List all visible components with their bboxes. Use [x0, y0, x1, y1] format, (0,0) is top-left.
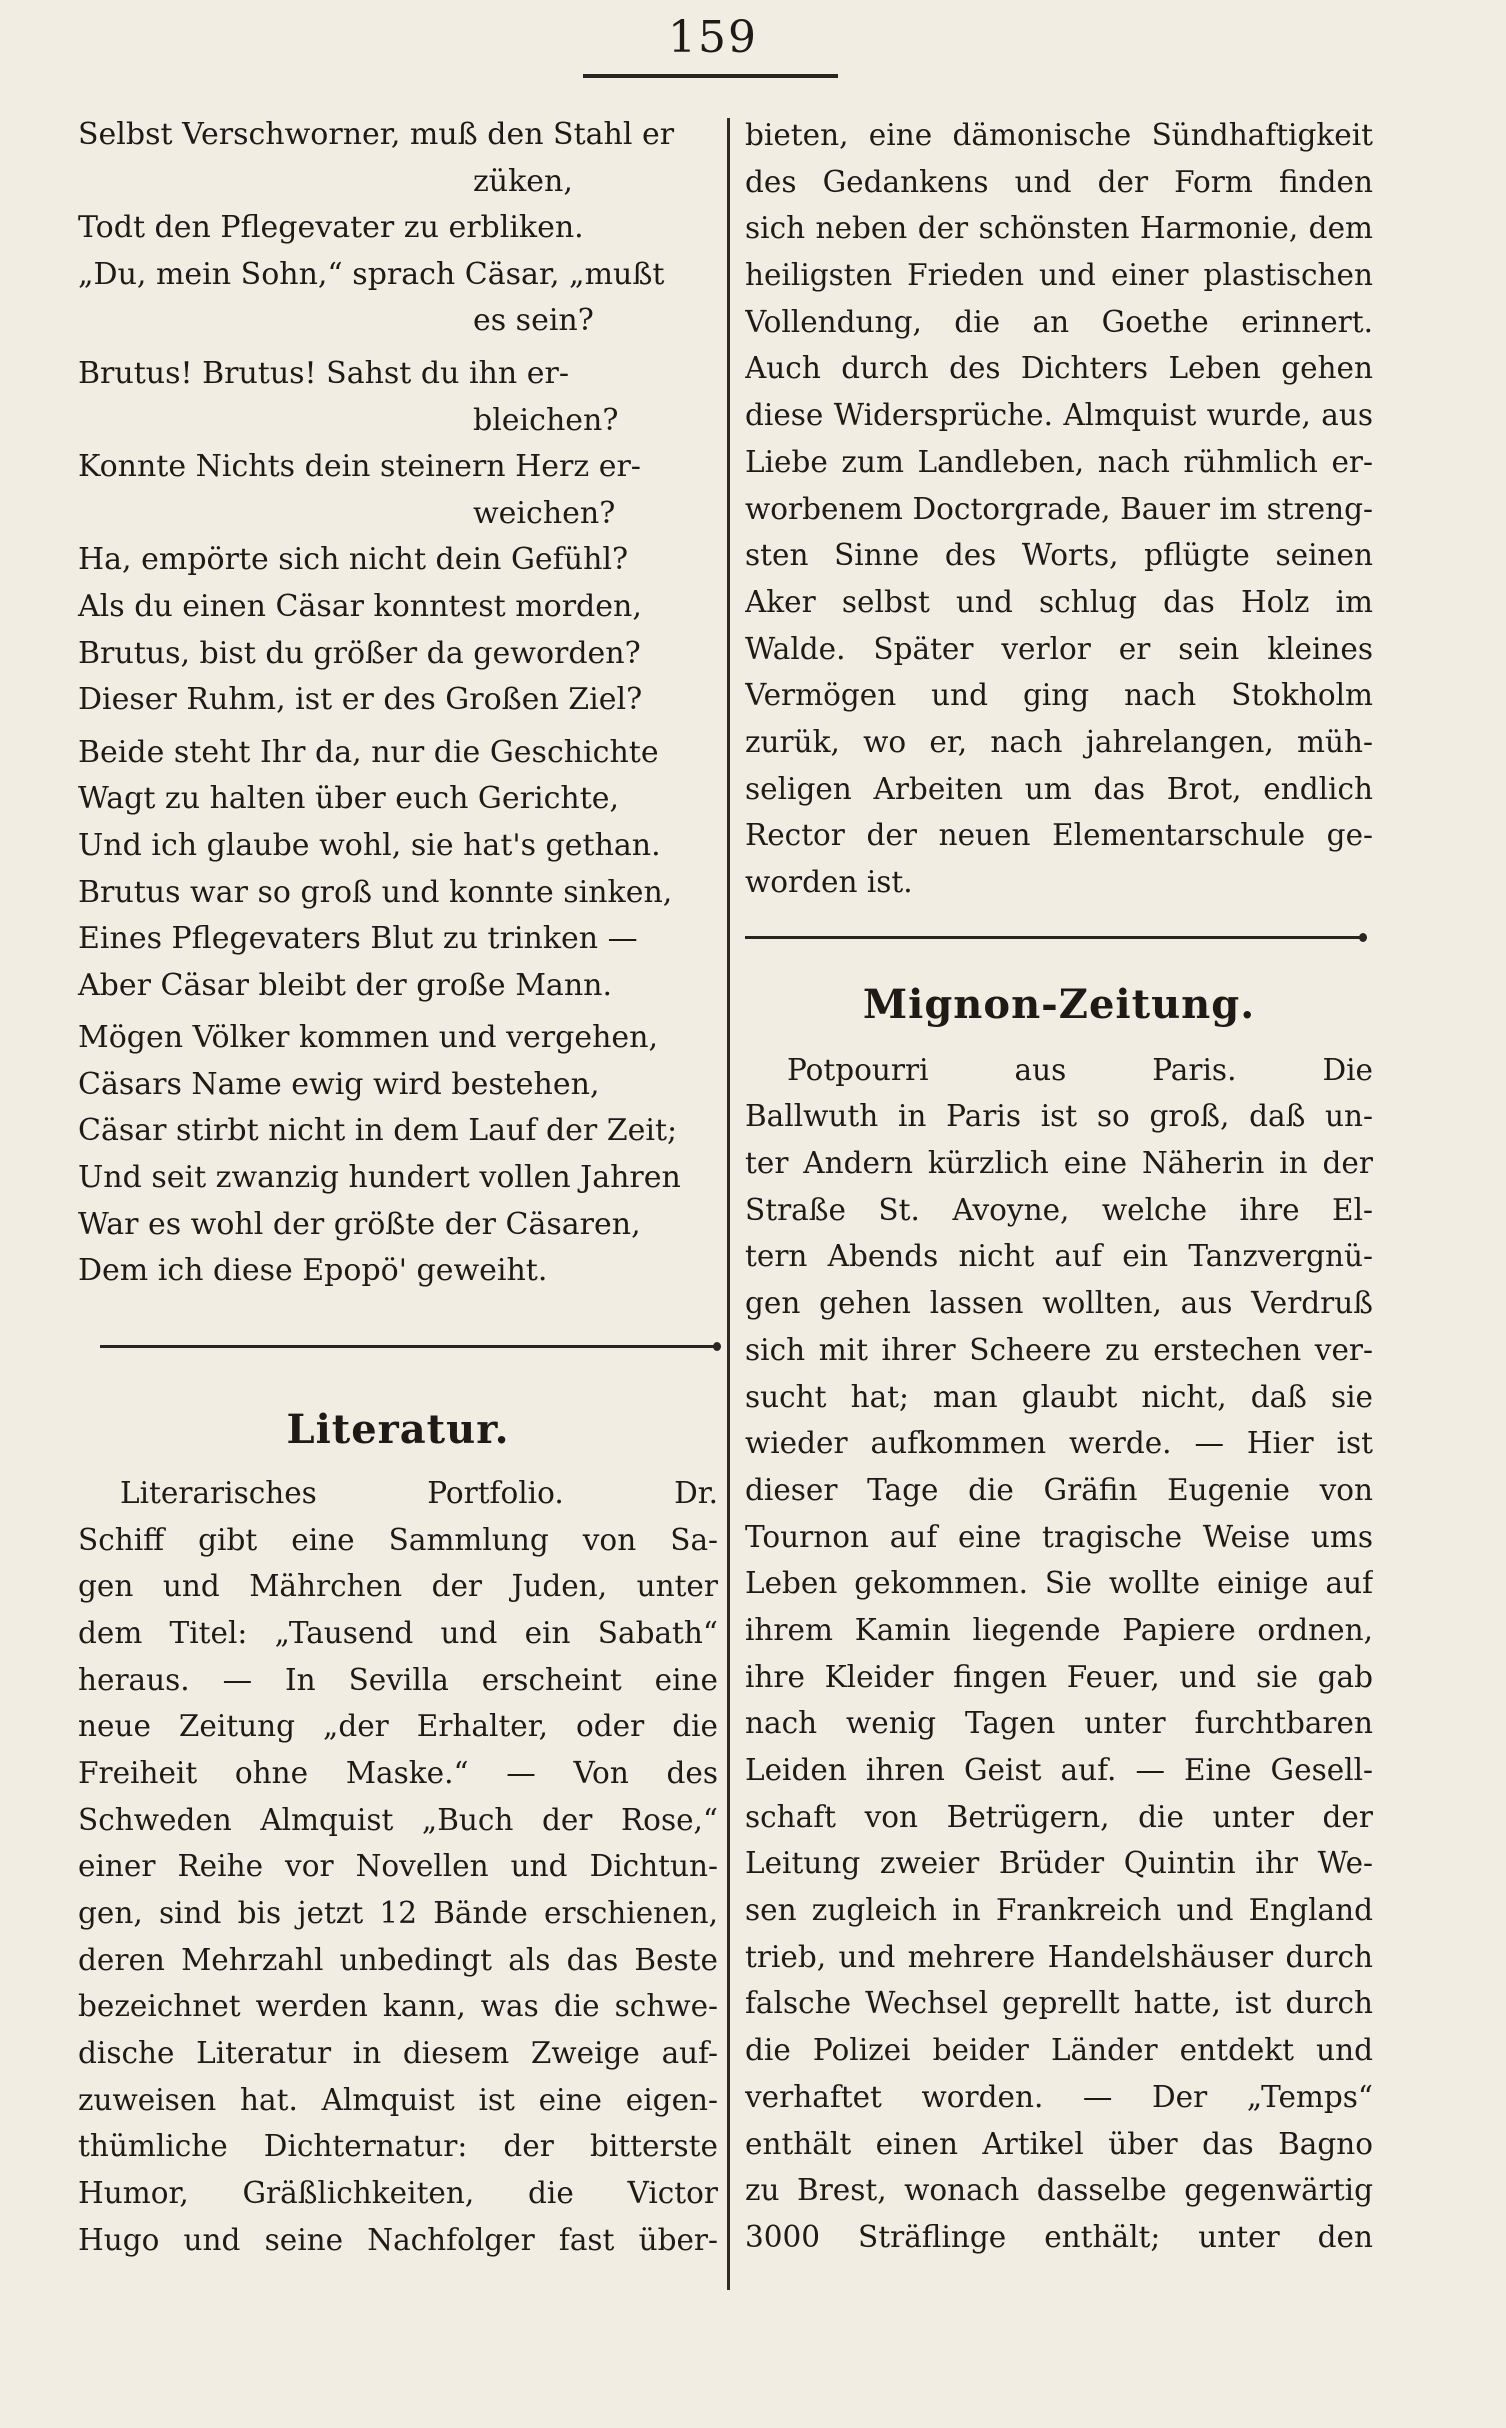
- text-line: dem Titel: „Tausend und ein Sabath“: [78, 1615, 718, 1650]
- text-line: trieb, und mehrere Handelshäuser durch: [745, 1939, 1373, 1974]
- text-line: heraus. — In Sevilla erscheint eine: [78, 1662, 718, 1697]
- section-separator: [745, 936, 1361, 939]
- poem-line: züken,: [473, 163, 573, 199]
- poem-line: Konnte Nichts dein steinern Herz er-: [78, 449, 641, 485]
- text-line: enthält einen Artikel über das Bagno: [745, 2126, 1373, 2161]
- text-line: Leiden ihren Geist auf. — Eine Gesell-: [745, 1753, 1373, 1787]
- right-column: [745, 112, 1373, 2261]
- text-line: bieten, eine dämonische Sündhaftigkeit: [745, 118, 1373, 152]
- header-rule: [583, 74, 838, 78]
- text-line: schaft von Betrügern, die unter der: [745, 1799, 1373, 1834]
- text-line: die Polizei beider Länder entdekt und: [745, 2033, 1373, 2068]
- poem-line: War es wohl der größte der Cäsaren,: [78, 1206, 641, 1242]
- poem-line: Und ich glaube wohl, sie hat's gethan.: [78, 827, 661, 863]
- text-line: Auch durch des Dichters Leben gehen: [745, 351, 1373, 386]
- poem-line: Eines Pflegevaters Blut zu trinken —: [78, 921, 638, 957]
- left-column: [78, 112, 718, 2264]
- text-line: Schiff gibt eine Sammlung von Sa-: [78, 1522, 718, 1557]
- text-line: Vermögen und ging nach Stokholm: [745, 678, 1373, 713]
- mignon-text: [745, 1047, 1373, 2261]
- poem-line: weichen?: [473, 495, 616, 531]
- text-line: Aker selbst und schlug das Holz im: [745, 584, 1373, 619]
- text-line: diese Widersprüche. Almquist wurde, aus: [745, 398, 1373, 433]
- text-line: gen, sind bis jetzt 12 Bände erschienen,: [78, 1896, 718, 1931]
- text-line: zu Brest, wonach dasselbe gegenwärtig: [745, 2173, 1373, 2208]
- text-line: Humor, Gräßlichkeiten, die Victor: [78, 2176, 718, 2211]
- poem-line: Dem ich diese Epopö' geweiht.: [78, 1253, 548, 1289]
- poem-line: Brutus war so groß und konnte sinken,: [78, 874, 673, 910]
- text-line: gen gehen lassen wollten, aus Verdruß: [745, 1286, 1373, 1321]
- text-line: bezeichnet werden kann, was die schwe-: [78, 1989, 718, 2024]
- text-line: des Gedankens und der Form finden: [745, 164, 1373, 199]
- text-line: Ballwuth in Paris ist so groß, daß un-: [745, 1099, 1373, 1134]
- text-line: seligen Arbeiten um das Brot, endlich: [745, 771, 1373, 806]
- text-line: worden ist.: [745, 865, 913, 899]
- text-line: wieder aufkommen werde. — Hier ist: [745, 1426, 1373, 1461]
- text-line: Hugo und seine Nachfolger fast über-: [78, 2222, 718, 2257]
- text-line: Leitung zweier Brüder Quintin ihr We-: [745, 1846, 1373, 1881]
- text-line: deren Mehrzahl unbedingt als das Beste: [78, 1942, 718, 1977]
- poem-line: Ha, empörte sich nicht dein Gefühl?: [78, 542, 629, 578]
- poem-line: Beide steht Ihr da, nur die Geschichte: [78, 734, 659, 770]
- text-line: Literarisches Portfolio. Dr.: [120, 1475, 718, 1510]
- poem-line: Selbst Verschworner, muß den Stahl er: [78, 117, 675, 152]
- text-line: sten Sinne des Worts, pflügte seinen: [745, 538, 1373, 573]
- text-line: tern Abends nicht auf ein Tanzvergnü-: [745, 1239, 1373, 1274]
- poem-line: Cäsar stirbt nicht in dem Lauf der Zeit;: [78, 1113, 678, 1149]
- text-line: falsche Wechsel geprellt hatte, ist durch: [745, 1986, 1373, 2021]
- text-line: nach wenig Tagen unter furchtbaren: [745, 1706, 1373, 1741]
- text-line: ihrem Kamin liegende Papiere ordnen,: [745, 1612, 1373, 1647]
- text-line: Straße St. Avoyne, welche ihre El-: [745, 1192, 1373, 1227]
- text-line: 3000 Sträflinge enthält; unter den: [745, 2219, 1373, 2254]
- literatur-text-continued: [745, 112, 1373, 906]
- poem-line: Mögen Völker kommen und vergehen,: [78, 1020, 659, 1056]
- text-line: Liebe zum Landleben, nach rühmlich er-: [745, 444, 1373, 479]
- text-line: sich neben der schönsten Harmonie, dem: [745, 211, 1373, 246]
- text-line: sich mit ihrer Scheere zu erstechen ver-: [745, 1332, 1373, 1367]
- poem-line: Brutus, bist du größer da geworden?: [78, 635, 641, 671]
- text-line: ihre Kleider fingen Feuer, und sie gab: [745, 1659, 1373, 1694]
- text-line: Tournon auf eine tragische Weise ums: [745, 1519, 1373, 1554]
- poem-line: Wagt zu halten über euch Gerichte,: [78, 781, 620, 817]
- poem-line: Dieser Ruhm, ist er des Großen Ziel?: [78, 682, 643, 718]
- poem: [78, 112, 718, 1295]
- text-line: einer Reihe vor Novellen und Dichtun-: [78, 1849, 718, 1884]
- text-line: Leben gekommen. Sie wollte einige auf: [745, 1566, 1373, 1601]
- poem-line: „Du, mein Sohn,“ sprach Cäsar, „mußt: [78, 256, 665, 292]
- text-line: dieser Tage die Gräfin Eugenie von: [745, 1472, 1373, 1507]
- poem-line: es sein?: [473, 303, 594, 339]
- mignon-heading: Mignon-Zeitung.: [862, 980, 1256, 1028]
- poem-line: bleichen?: [473, 402, 619, 438]
- text-line: heiligsten Frieden und einer plastischen: [745, 258, 1373, 293]
- poem-line: Aber Cäsar bleibt der große Mann.: [78, 967, 612, 1003]
- literatur-text: [78, 1470, 718, 2264]
- text-line: sen zugleich in Frankreich und England: [745, 1893, 1373, 1928]
- section-separator: [100, 1345, 715, 1348]
- text-line: Vollendung, die an Goethe erinnert.: [745, 304, 1373, 339]
- text-line: Freiheit ohne Maske.“ — Von des: [78, 1755, 718, 1790]
- text-line: Potpourri aus Paris. Die: [787, 1052, 1373, 1087]
- text-line: sucht hat; man glaubt nicht, daß sie: [745, 1379, 1373, 1414]
- text-line: Walde. Später verlor er sein kleines: [745, 631, 1373, 666]
- text-line: Rector der neuen Elementarschule ge-: [745, 818, 1373, 853]
- literatur-heading: Literatur.: [286, 1405, 510, 1453]
- text-line: dische Literatur in diesem Zweige auf-: [78, 2036, 718, 2071]
- text-line: verhaftet worden. — Der „Temps“: [745, 2079, 1373, 2114]
- text-line: thümliche Dichternatur: der bitterste: [78, 2129, 718, 2164]
- text-line: ter Andern kürzlich eine Näherin in der: [745, 1146, 1373, 1181]
- poem-line: Als du einen Cäsar konntest morden,: [78, 588, 642, 624]
- text-line: worbenem Doctorgrade, Bauer im streng-: [745, 491, 1373, 526]
- column-divider: [727, 118, 730, 2290]
- poem-line: Cäsars Name ewig wird bestehen,: [78, 1066, 600, 1102]
- poem-line: Brutus! Brutus! Sahst du ihn er-: [78, 355, 569, 391]
- text-line: neue Zeitung „der Erhalter, oder die: [78, 1709, 718, 1744]
- text-line: gen und Mährchen der Juden, unter: [78, 1569, 718, 1604]
- text-line: zuweisen hat. Almquist ist eine eigen-: [78, 2082, 718, 2117]
- text-line: Schweden Almquist „Buch der Rose,“: [78, 1802, 718, 1837]
- text-line: zurük, wo er, nach jahrelangen, müh-: [745, 724, 1373, 759]
- poem-line: Todt den Pflegevater zu erbliken.: [78, 210, 584, 246]
- poem-line: Und seit zwanzig hundert vollen Jahren: [78, 1160, 681, 1196]
- page-number: 159: [668, 12, 758, 63]
